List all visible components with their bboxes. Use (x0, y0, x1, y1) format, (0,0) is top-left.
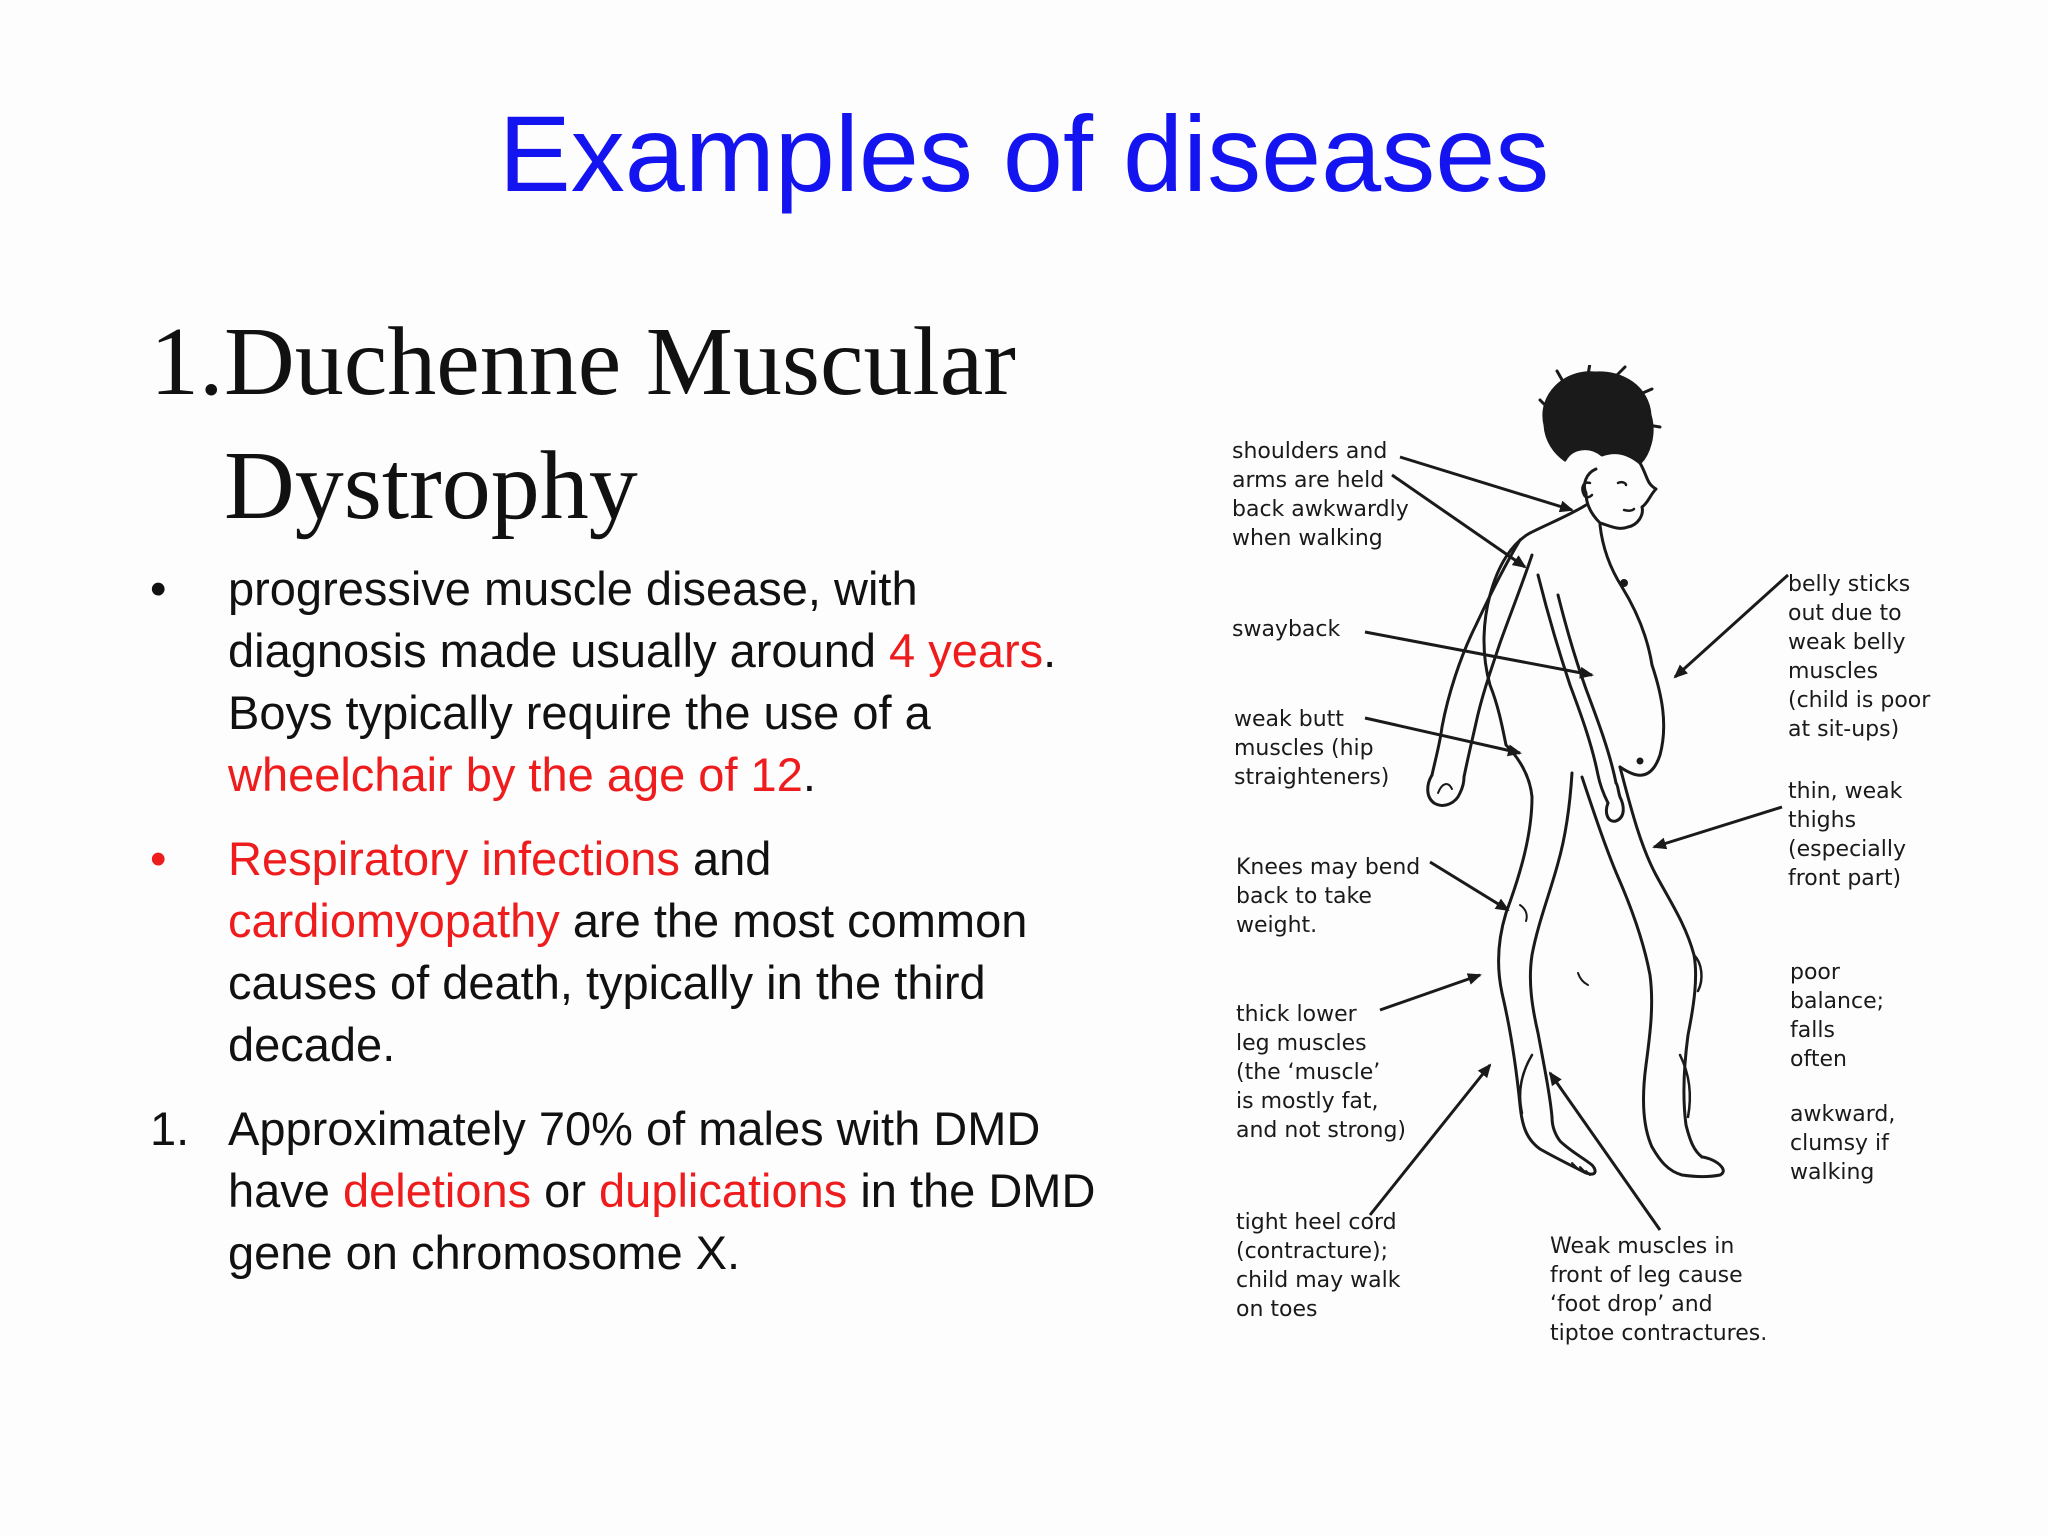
highlighted-text: deletions (342, 1164, 532, 1217)
label-thighs (1788, 777, 1906, 893)
label-line: on toes (1236, 1297, 1318, 1322)
list-marker: 1. (150, 1102, 190, 1155)
label-line: out due to (1788, 601, 1902, 626)
highlighted-text: duplications (599, 1164, 848, 1217)
label-line: back to take (1236, 884, 1372, 909)
label-line: weak belly (1788, 630, 1906, 655)
label-weak-butt (1234, 705, 1389, 792)
heading-text: Duchenne Muscular Dystrophy (224, 308, 1016, 540)
label-shoulders (1232, 437, 1409, 553)
label-awkward (1790, 1100, 1895, 1187)
face (1600, 463, 1656, 528)
slide-title: Examples of diseases (498, 93, 1550, 214)
label-line: thin, weak (1788, 779, 1903, 804)
label-line: shoulders and (1232, 439, 1388, 464)
label-belly (1788, 570, 1930, 744)
arrow-swayback (1365, 632, 1592, 675)
label-line: (especially (1788, 837, 1907, 862)
list-item-text (228, 562, 1056, 801)
front-arm (1538, 575, 1608, 803)
list-item (150, 558, 1100, 806)
label-balance (1790, 958, 1884, 1074)
label-line: when walking (1232, 526, 1383, 551)
label-line: falls (1790, 1018, 1835, 1043)
label-line: tight heel cord (1236, 1210, 1397, 1235)
label-line: back awkwardly (1232, 497, 1409, 522)
label-line: straighteners) (1234, 765, 1390, 790)
list-item-text (228, 1102, 1095, 1279)
label-line: thighs (1788, 808, 1857, 833)
list-item (150, 1098, 1100, 1284)
label-line: Knees may bend (1236, 855, 1421, 880)
label-line: front of leg cause (1550, 1263, 1743, 1288)
label-line: (contracture); (1236, 1239, 1388, 1264)
chest (1600, 525, 1652, 665)
list-marker: • (150, 562, 167, 615)
label-knees (1236, 853, 1420, 940)
back-leg (1499, 797, 1532, 1105)
text-run: Approximately 70% of males with DMD have (228, 1102, 1041, 1217)
text-run: progressive muscle disease, with diagnosis made usually around (228, 562, 918, 677)
label-thick-lower-leg (1236, 1000, 1406, 1145)
text-run: . (802, 748, 816, 801)
label-line: ‘foot drop’ and (1550, 1292, 1713, 1317)
label-line: muscles (hip (1234, 736, 1374, 761)
label-line: leg muscles (1236, 1031, 1367, 1056)
label-line: arms are held (1232, 468, 1385, 493)
label-line: clumsy if (1790, 1131, 1889, 1156)
label-line: thick lower (1236, 1002, 1357, 1027)
hair (1544, 373, 1652, 463)
label-swayback (1232, 615, 1340, 644)
label-line: (child is poor (1788, 688, 1931, 713)
heading-number: 1. (150, 308, 224, 416)
text-run: or (531, 1164, 600, 1217)
list-marker: • (150, 832, 167, 885)
label-line: muscles (1788, 659, 1879, 684)
body-list (150, 558, 1100, 1306)
text-run: in the DMD gene on chromosome X. (228, 1164, 1096, 1279)
highlighted-text: Respiratory infections (228, 832, 680, 885)
highlighted-text: cardiomyopathy (228, 894, 560, 947)
highlighted-text: 4 years (889, 624, 1044, 677)
annotation-arrows (1365, 457, 1788, 1230)
label-line: and not strong) (1236, 1118, 1407, 1143)
text-run: and (679, 832, 772, 885)
label-line: weak butt (1234, 707, 1344, 732)
label-line: belly sticks (1788, 572, 1911, 597)
list-item (150, 828, 1100, 1076)
label-line: walking (1790, 1160, 1875, 1185)
neck-back (1490, 505, 1586, 595)
label-line: poor (1790, 960, 1840, 985)
label-tight-heel (1236, 1208, 1400, 1324)
label-line: Weak muscles in (1550, 1234, 1735, 1259)
label-line: often (1790, 1047, 1847, 1072)
label-line: (the ‘muscle’ (1236, 1060, 1381, 1085)
dmd-illustration (1220, 365, 1960, 1355)
label-line: front part) (1788, 866, 1902, 891)
label-line: at sit-ups) (1788, 717, 1900, 742)
highlighted-text: wheelchair by the age of 12 (228, 748, 803, 801)
text-run: are the most common causes of death, typically in the third decade. (228, 894, 1028, 1071)
label-line: tiptoe contractures. (1550, 1321, 1768, 1346)
label-weak-front-leg (1550, 1232, 1767, 1348)
list-item-text (228, 832, 1027, 1071)
label-line: is mostly fat, (1236, 1089, 1379, 1114)
arrow-belly (1675, 575, 1788, 677)
label-line: awkward, (1790, 1102, 1896, 1127)
label-line: swayback (1232, 617, 1341, 642)
text-run: . Boys typically require the use of a (228, 624, 1057, 739)
arrow-knees (1430, 862, 1508, 910)
label-line: child may walk (1236, 1268, 1401, 1293)
arrow-shoulders-1 (1400, 457, 1572, 510)
arrow-thighs (1654, 807, 1782, 847)
label-line: balance; (1790, 989, 1885, 1014)
label-line: weight. (1236, 913, 1318, 938)
